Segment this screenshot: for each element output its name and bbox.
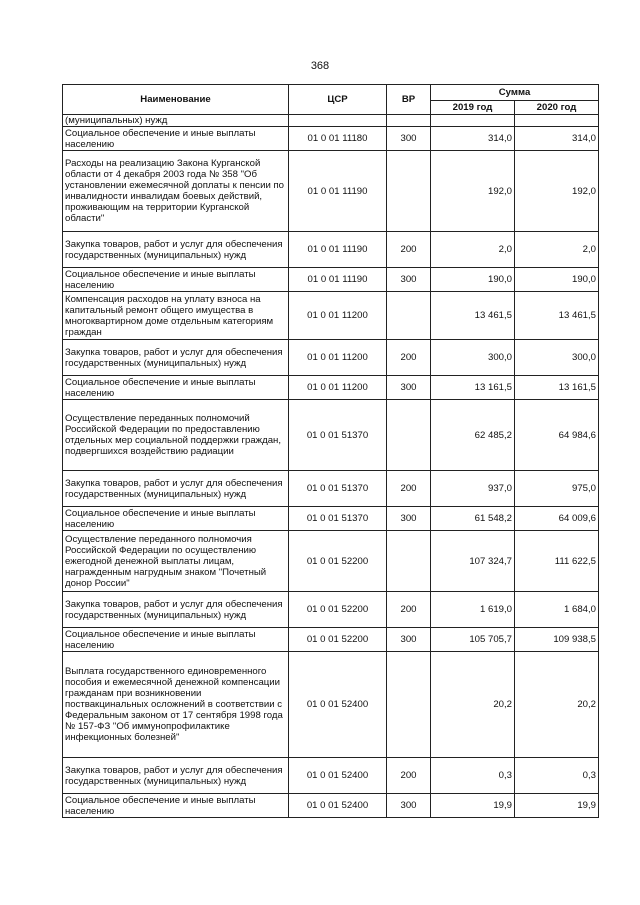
row-amount-2019: 13 461,5 — [431, 292, 515, 340]
row-name: Закупка товаров, работ и услуг для обеспечения государственных (муниципальных) нужд — [63, 592, 289, 628]
row-amount-2020: 1 684,0 — [515, 592, 599, 628]
row-vr-code — [387, 400, 431, 471]
row-csr-code: 01 0 01 52400 — [289, 794, 387, 818]
row-amount-2019: 2,0 — [431, 232, 515, 268]
row-vr-code: 200 — [387, 340, 431, 376]
row-csr-code — [289, 115, 387, 127]
row-amount-2020: 0,3 — [515, 758, 599, 794]
row-amount-2020: 190,0 — [515, 268, 599, 292]
row-amount-2020: 111 622,5 — [515, 531, 599, 592]
row-vr-code: 300 — [387, 628, 431, 652]
row-amount-2019: 300,0 — [431, 340, 515, 376]
row-amount-2020: 19,9 — [515, 794, 599, 818]
table-row — [63, 592, 599, 628]
row-vr-code: 300 — [387, 376, 431, 400]
row-vr-code — [387, 292, 431, 340]
table-row — [63, 151, 599, 232]
row-name: Закупка товаров, работ и услуг для обеспечения государственных (муниципальных) нужд — [63, 758, 289, 794]
table-row — [63, 652, 599, 758]
row-amount-2019: 0,3 — [431, 758, 515, 794]
row-name: Социальное обеспечение и иные выплаты населению — [63, 628, 289, 652]
row-amount-2019: 192,0 — [431, 151, 515, 232]
row-name: Социальное обеспечение и иные выплаты населению — [63, 376, 289, 400]
row-vr-code: 200 — [387, 592, 431, 628]
header-year-2019: 2019 год — [431, 101, 515, 115]
table-row — [63, 794, 599, 818]
row-vr-code — [387, 151, 431, 232]
row-vr-code: 300 — [387, 268, 431, 292]
table-row — [63, 758, 599, 794]
row-csr-code: 01 0 01 11200 — [289, 340, 387, 376]
row-name: Осуществление переданного полномочия Российской Федерации по осуществлению ежегодной денежной выплаты лицам, награжденным нагрудным знаком "Почетный донор России" — [63, 531, 289, 592]
row-csr-code: 01 0 01 51370 — [289, 471, 387, 507]
row-csr-code: 01 0 01 52200 — [289, 628, 387, 652]
row-amount-2019: 62 485,2 — [431, 400, 515, 471]
table-body — [63, 115, 599, 818]
page-number: 368 — [310, 60, 330, 72]
row-amount-2020: 13 161,5 — [515, 376, 599, 400]
row-csr-code: 01 0 01 11190 — [289, 232, 387, 268]
row-vr-code: 300 — [387, 127, 431, 151]
row-csr-code: 01 0 01 51370 — [289, 400, 387, 471]
row-amount-2020: 13 461,5 — [515, 292, 599, 340]
row-csr-code: 01 0 01 11180 — [289, 127, 387, 151]
row-vr-code — [387, 652, 431, 758]
row-amount-2020: 2,0 — [515, 232, 599, 268]
row-vr-code: 200 — [387, 232, 431, 268]
row-vr-code: 300 — [387, 794, 431, 818]
row-amount-2020: 192,0 — [515, 151, 599, 232]
row-csr-code: 01 0 01 11200 — [289, 292, 387, 340]
row-vr-code — [387, 531, 431, 592]
row-csr-code: 01 0 01 11190 — [289, 151, 387, 232]
row-vr-code: 300 — [387, 507, 431, 531]
table-row — [63, 507, 599, 531]
row-vr-code: 200 — [387, 471, 431, 507]
row-csr-code: 01 0 01 52200 — [289, 592, 387, 628]
table-row — [63, 232, 599, 268]
row-csr-code: 01 0 01 52400 — [289, 758, 387, 794]
row-name: Социальное обеспечение и иные выплаты населению — [63, 268, 289, 292]
row-amount-2020: 109 938,5 — [515, 628, 599, 652]
row-name: Социальное обеспечение и иные выплаты населению — [63, 127, 289, 151]
row-amount-2019: 20,2 — [431, 652, 515, 758]
row-csr-code: 01 0 01 11200 — [289, 376, 387, 400]
row-amount-2020: 64 009,6 — [515, 507, 599, 531]
row-csr-code: 01 0 01 51370 — [289, 507, 387, 531]
row-name: Закупка товаров, работ и услуг для обеспечения государственных (муниципальных) нужд — [63, 471, 289, 507]
table-row — [63, 340, 599, 376]
row-amount-2020: 20,2 — [515, 652, 599, 758]
row-amount-2020 — [515, 115, 599, 127]
row-amount-2019 — [431, 115, 515, 127]
table-row — [63, 628, 599, 652]
row-vr-code — [387, 115, 431, 127]
table-row — [63, 471, 599, 507]
table-row — [63, 292, 599, 340]
row-amount-2019: 107 324,7 — [431, 531, 515, 592]
table-row — [63, 115, 599, 127]
row-name: Закупка товаров, работ и услуг для обеспечения государственных (муниципальных) нужд — [63, 340, 289, 376]
row-amount-2019: 61 548,2 — [431, 507, 515, 531]
row-amount-2020: 975,0 — [515, 471, 599, 507]
row-amount-2020: 300,0 — [515, 340, 599, 376]
row-name: Расходы на реализацию Закона Курганской области от 4 декабря 2003 года № 358 "Об установлении ежемесячной доплаты к пенсии по инвалидности инвалидам боевых действий, проживающим на территории Курганской области" — [63, 151, 289, 232]
row-csr-code: 01 0 01 11190 — [289, 268, 387, 292]
header-sum: Сумма — [431, 85, 599, 101]
header-name: Наименование — [63, 85, 289, 115]
row-amount-2019: 19,9 — [431, 794, 515, 818]
table-row — [63, 268, 599, 292]
table-row — [63, 400, 599, 471]
row-amount-2019: 190,0 — [431, 268, 515, 292]
row-vr-code: 200 — [387, 758, 431, 794]
header-year-2020: 2020 год — [515, 101, 599, 115]
row-amount-2020: 64 984,6 — [515, 400, 599, 471]
row-amount-2019: 1 619,0 — [431, 592, 515, 628]
row-name: (муниципальных) нужд — [63, 115, 289, 127]
row-amount-2019: 105 705,7 — [431, 628, 515, 652]
budget-table — [62, 84, 599, 818]
header-csr: ЦСР — [289, 85, 387, 115]
row-name: Осуществление переданных полномочий Российской Федерации по предоставлению отдельных мер социальной поддержки граждан, подвергшихся воздействию радиации — [63, 400, 289, 471]
row-name: Социальное обеспечение и иные выплаты населению — [63, 507, 289, 531]
row-amount-2019: 937,0 — [431, 471, 515, 507]
row-amount-2019: 314,0 — [431, 127, 515, 151]
row-amount-2019: 13 161,5 — [431, 376, 515, 400]
table-row — [63, 376, 599, 400]
row-name: Закупка товаров, работ и услуг для обеспечения государственных (муниципальных) нужд — [63, 232, 289, 268]
table-row — [63, 127, 599, 151]
header-vr: ВР — [387, 85, 431, 115]
row-name: Выплата государственного единовременного пособия и ежемесячной денежной компенсации гражданам при возникновении поствакцинальных осложнений в соответствии с Федеральным законом от 17 сентября 1998 года № 157-ФЗ "Об иммунопрофилактике инфекционных болезней" — [63, 652, 289, 758]
row-name: Социальное обеспечение и иные выплаты населению — [63, 794, 289, 818]
row-csr-code: 01 0 01 52200 — [289, 531, 387, 592]
row-amount-2020: 314,0 — [515, 127, 599, 151]
row-name: Компенсация расходов на уплату взноса на капитальный ремонт общего имущества в многоквартирном доме отдельным категориям граждан — [63, 292, 289, 340]
table-row — [63, 531, 599, 592]
row-csr-code: 01 0 01 52400 — [289, 652, 387, 758]
